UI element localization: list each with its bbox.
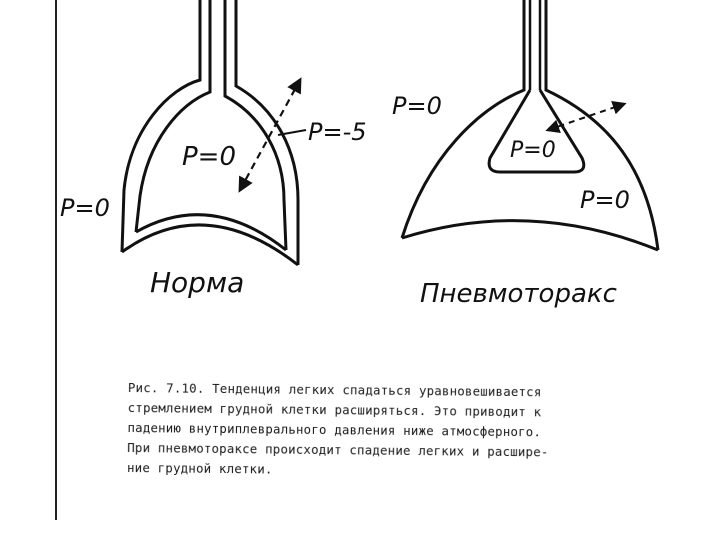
outside-pressure-label-right: P=0 [392,92,442,120]
pneumothorax-label: Пневмоторакс [420,279,617,309]
caption-line: падению внутриплеврального давления ниже атмосферного. [127,419,542,440]
caption-line: ние грудной клетки. [126,459,273,477]
lung-pressure-label: P=0 [510,138,556,163]
normal-label: Норма [150,266,245,299]
pleural-pressure-label-right: P=0 [580,186,630,214]
figure-caption [127,378,673,484]
inside-pressure-label: P=0 [182,142,237,172]
outside-pressure-label-left: P=0 [60,194,110,222]
caption-line: При пневмотораксе происходит спадение легких и расшире- [127,439,549,460]
diaphragm [402,221,658,250]
force-arrow-pneumothorax [548,104,624,130]
caption-line: стремлением грудной клетки расширяться. Это приводит к [127,399,542,420]
pleural-pressure-label: P=-5 [308,118,367,146]
caption-line: Рис. 7.10. Тенденция легких спадаться уравновешивается [127,379,542,400]
diaphragm-outer [122,225,298,265]
normal-lung-diagram [122,0,306,265]
force-arrow-normal [240,80,300,190]
